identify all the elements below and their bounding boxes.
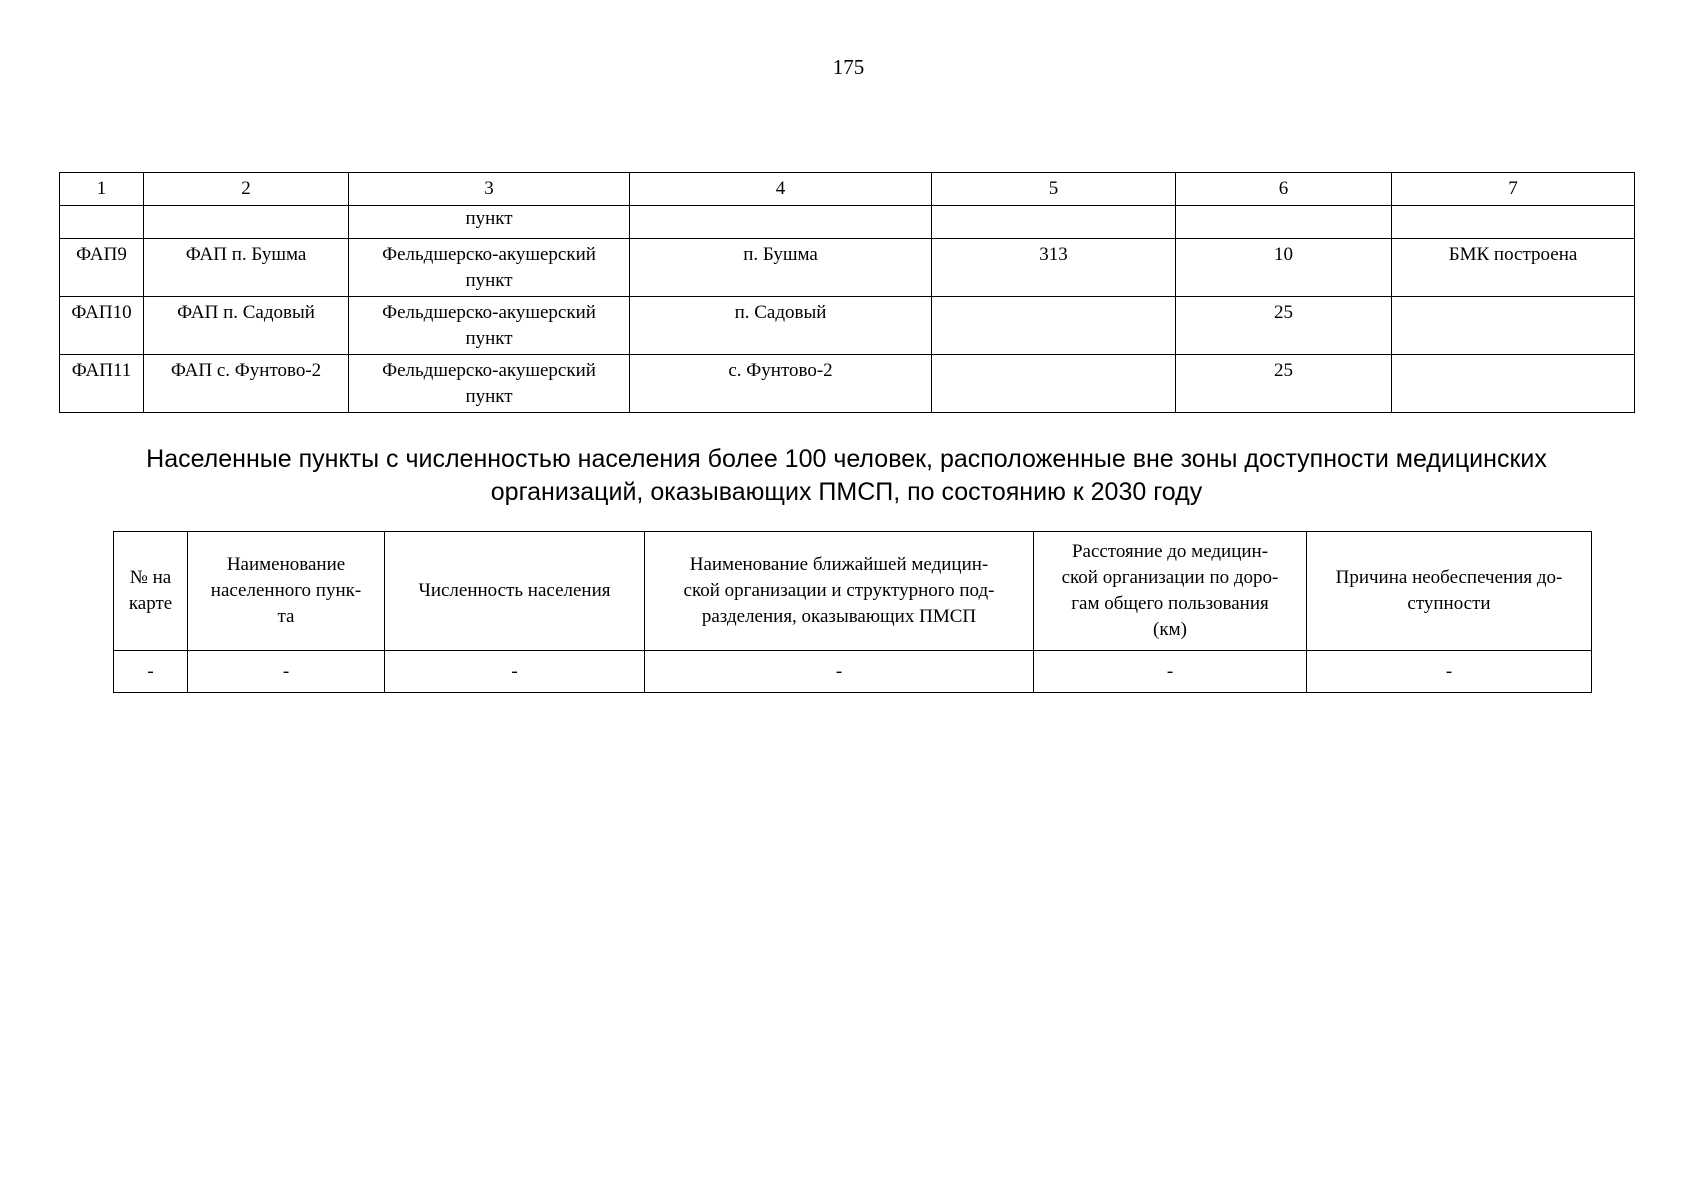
unserved-settlements-table xyxy=(113,531,1592,693)
table-row xyxy=(60,355,1635,413)
table-row xyxy=(114,651,1592,693)
column-header: Наименование ближайшей медицин- ской организации и структурного под- разделения, оказывающих ПМСП xyxy=(645,532,1034,651)
column-number: 7 xyxy=(1392,173,1635,206)
table-cell xyxy=(144,206,349,239)
table-cell: - xyxy=(1307,651,1592,693)
column-header: Наименование населенного пунк- та xyxy=(188,532,385,651)
table-cell xyxy=(1176,206,1392,239)
table-cell xyxy=(630,206,932,239)
table-cell: - xyxy=(188,651,385,693)
facility-type: Фельдшерско-акушерский пункт xyxy=(349,355,630,413)
column-number: 2 xyxy=(144,173,349,206)
section-title: Населенные пункты с численностью населения более 100 человек, расположенные вне зоны доступности медицинских организаций, оказывающих ПМСП, по состоянию к 2030 году xyxy=(146,445,1547,506)
population xyxy=(932,297,1176,355)
table-cell: - xyxy=(645,651,1034,693)
page-number: 175 xyxy=(832,55,865,79)
facility-code: ФАП9 xyxy=(60,239,144,297)
column-header: № на карте xyxy=(114,532,188,651)
column-number: 3 xyxy=(349,173,630,206)
facility-code: ФАП11 xyxy=(60,355,144,413)
facility-code: ФАП10 xyxy=(60,297,144,355)
facility-location: с. Фунтово-2 xyxy=(630,355,932,413)
column-header: Численность населения xyxy=(385,532,645,651)
note xyxy=(1392,355,1635,413)
column-header: Расстояние до медицин- ской организации по доро- гам общего пользования (км) xyxy=(1034,532,1307,651)
table-cell: пункт xyxy=(349,206,630,239)
table-cell: - xyxy=(1034,651,1307,693)
population xyxy=(932,355,1176,413)
table-cell xyxy=(60,206,144,239)
note: БМК построена xyxy=(1392,239,1635,297)
note xyxy=(1392,297,1635,355)
facility-type: Фельдшерско-акушерский пункт xyxy=(349,239,630,297)
facility-location: п. Бушма xyxy=(630,239,932,297)
column-number: 1 xyxy=(60,173,144,206)
column-number: 5 xyxy=(932,173,1176,206)
facility-location: п. Садовый xyxy=(630,297,932,355)
header-row xyxy=(114,532,1592,651)
distance: 25 xyxy=(1176,297,1392,355)
table-row xyxy=(60,239,1635,297)
continuation-row xyxy=(60,206,1635,239)
column-header: Причина необеспечения до- ступности xyxy=(1307,532,1592,651)
facility-name: ФАП п. Садовый xyxy=(144,297,349,355)
facility-name: ФАП п. Бушма xyxy=(144,239,349,297)
table-cell xyxy=(932,206,1176,239)
facility-name: ФАП с. Фунтово-2 xyxy=(144,355,349,413)
column-number: 4 xyxy=(630,173,932,206)
settlements-facilities-table xyxy=(59,172,1635,413)
column-number-row xyxy=(60,173,1635,206)
distance: 25 xyxy=(1176,355,1392,413)
population: 313 xyxy=(932,239,1176,297)
distance: 10 xyxy=(1176,239,1392,297)
table-cell: - xyxy=(385,651,645,693)
table-cell: - xyxy=(114,651,188,693)
column-number: 6 xyxy=(1176,173,1392,206)
facility-type: Фельдшерско-акушерский пункт xyxy=(349,297,630,355)
table-row xyxy=(60,297,1635,355)
table-cell xyxy=(1392,206,1635,239)
